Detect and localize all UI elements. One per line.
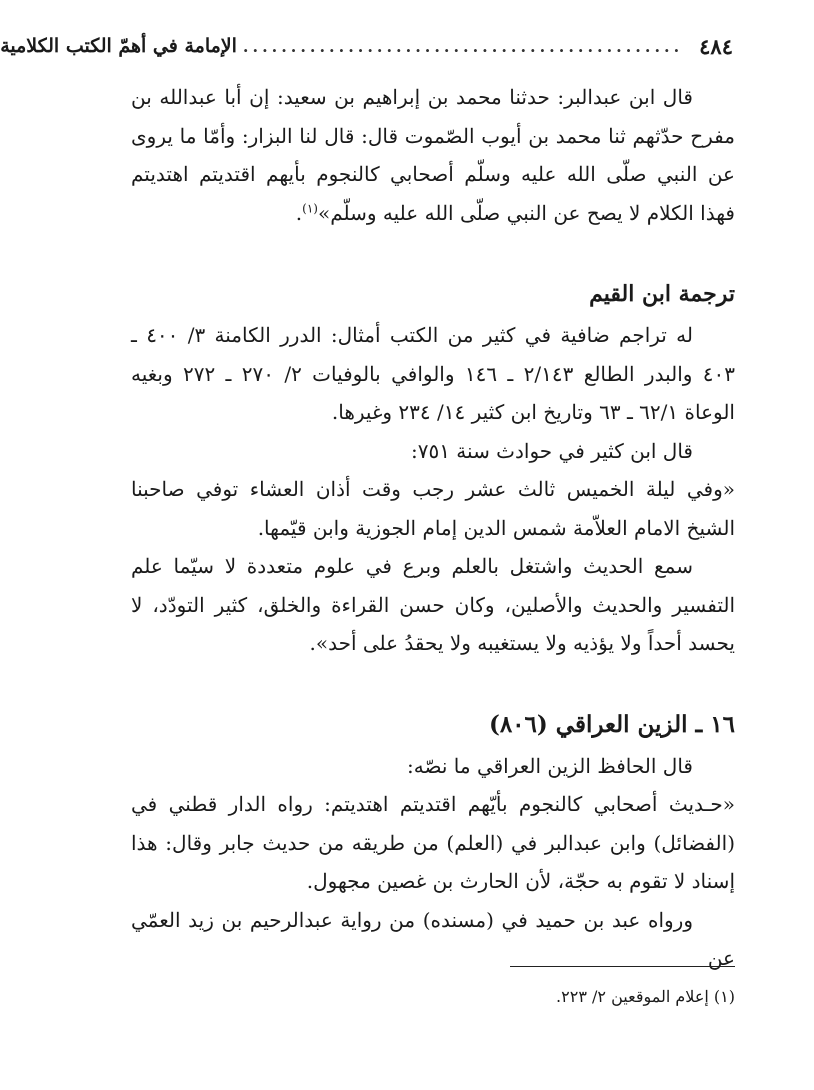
- footnotes: [131, 966, 735, 1011]
- paragraph-ibn-kathir-intro: قال ابن كثير في حوادث سنة ٧٥١:: [410, 438, 693, 463]
- page-number: ٤٨٤: [699, 33, 733, 59]
- footnote-separator: [510, 966, 735, 967]
- heading-ibn-qayyim: ترجمة ابن القيم: [589, 281, 735, 307]
- paragraph-scholarship: سمع الحديث واشتغل بالعلم وبرع في علوم متعددة لا سيّما علم التفسير والحديث والأصلين، وكان حسن القراءة والخلق، كثير التودّد، لا يحسد أحداً ولا يؤذيه ولا يستغيبه ولا يحقدُ على أحد».: [131, 554, 735, 655]
- header-leader-dots: ..............................................: [242, 36, 684, 56]
- section-gap: [131, 663, 735, 703]
- running-header: [0, 30, 733, 62]
- paragraph-iraqi-intro: قال الحافظ الزين العراقي ما نصّه:: [407, 753, 693, 778]
- paragraph-hadith-quote: «حـديث أصحابي كالنجوم بأيّهم اقتديتم اهتديتم: رواه الدار قطني في (الفضائل) وابن عبدالبر في (العلم) من طريقه من حديث جابر وقال: هذا إسناد لا تقوم به حجّة، لأن الحارث بن غصين مجهول.: [131, 792, 735, 893]
- running-title: الإمامة في أهمّ الكتب الكلامية: [0, 35, 237, 57]
- paragraph-biographies: له تراجم ضافية في كثير من الكتب أمثال: الدرر الكامنة ٣/ ٤٠٠ ـ ٤٠٣ والبدر الطالع ٢/١٤٣ ـ ١٤٦ والوافي بالوفيات ٢/ ٢٧٠ ـ ٢٧٢ وبغيه الوعاة ٦٢/١ ـ ٦٣ وتاريخ ابن كثير ١٤/ ٢٣٤ وغيرها.: [131, 323, 735, 424]
- heading-zayn-iraqi: ١٦ ـ الزين العراقي (٨٠٦): [488, 710, 735, 738]
- footnote-1: (١) إعلام الموقعين ٢/ ٢٢٣.: [556, 987, 735, 1006]
- paragraph-text: قال ابن عبدالبر: حدثنا محمد بن إبراهيم بن سعيد: إن أبا عبدالله بن مفرح حدّثهم ثنا محمد بن أيوب الصّموت قال: قال لنا البزار: وأمّا ما يروى عن النبي صلّى الله عليه وسلّم أصحابي كالنجوم بأيهم اقتديتم اهتديتم فهذا الكلام لا يصح عن النبي صلّى الله عليه وسلّم»: [131, 85, 735, 225]
- section-gap: [131, 232, 735, 272]
- paragraph-ibn-abd-al-barr: قال ابن عبدالبر: حدثنا محمد بن إبراهيم بن سعيد: إن أبا عبدالله بن مفرح حدّثهم ثنا محمد بن أيوب الصّموت قال: قال لنا البزار: وأمّا ما يروى عن النبي صلّى الله عليه وسلّم أصحابي كالنجوم بأيهم اقتديتم اهتديتم فهذا الكلام لا يصح عن النبي صلّى الله عليه وسلّم»$^{(١)}$.: [131, 85, 735, 225]
- footnote-ref-1: (١): [302, 200, 318, 215]
- main-text: [131, 78, 735, 978]
- paragraph-death-quote: «وفي ليلة الخميس ثالث عشر رجب وقت أذان العشاء توفي صاحبنا الشيخ الامام العلاّمة شمس الدين إمام الجوزية وابن قيّمها.: [131, 477, 735, 540]
- paragraph-abd-ibn-humayd: ورواه عبد بن حميد في (مسنده) من رواية عبدالرحيم بن زيد العمّي عن: [131, 907, 735, 970]
